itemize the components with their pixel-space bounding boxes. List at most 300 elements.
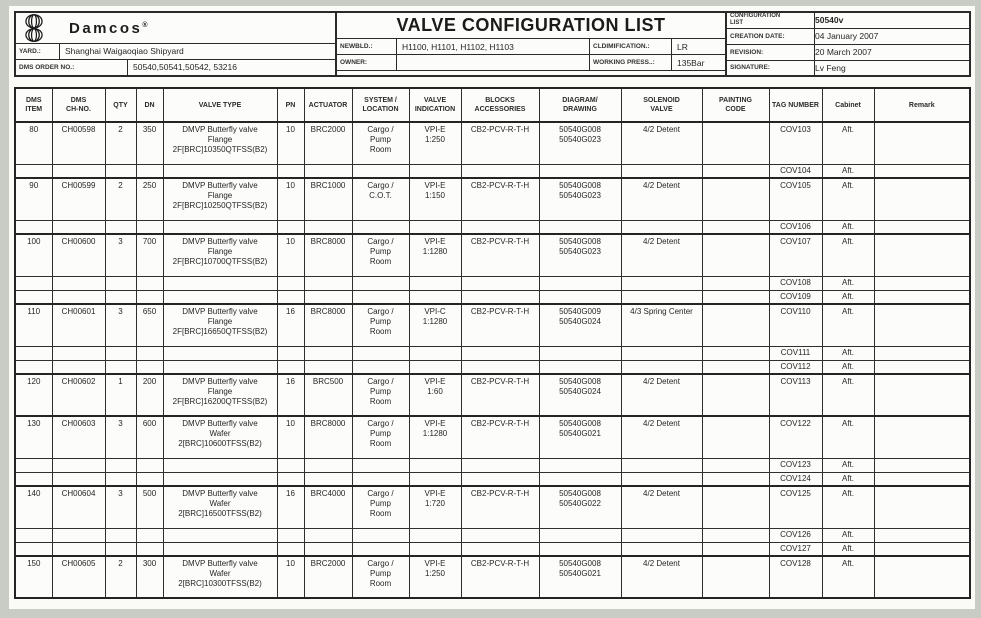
cell-remark	[874, 290, 970, 304]
cell-tag-number: COV112	[769, 360, 822, 374]
cell-dms-ch-no: CH00600	[52, 234, 105, 276]
cell-dms-item: 100	[15, 234, 52, 276]
cell-tag-number: COV128	[769, 556, 822, 598]
cell-dms-item: 120	[15, 374, 52, 416]
valve-row	[15, 122, 970, 164]
cell-solenoid-valve: 4/2 Detent	[621, 556, 702, 598]
cell-painting-code	[702, 178, 769, 220]
cell-cabinet: Aft.	[822, 374, 874, 416]
cell-qty: 3	[105, 234, 136, 276]
yard-value: Shanghai Waigaoqiao Shipyard	[65, 46, 184, 57]
column-header-actuator: ACTUATOR	[304, 88, 352, 122]
column-header-remark: Remark	[874, 88, 970, 122]
cell-remark	[874, 346, 970, 360]
cell-valve-indication	[409, 360, 461, 374]
mid-empty-strip	[337, 71, 725, 75]
cell-painting-code	[702, 528, 769, 542]
cell-dms-ch-no: CH00601	[52, 304, 105, 346]
brand-wordmark: Damcos®	[69, 19, 151, 37]
valve-row	[15, 416, 970, 458]
cell-dms-item: 110	[15, 304, 52, 346]
cell-blocks-accessories	[461, 472, 539, 486]
cell-solenoid-valve: 4/3 Spring Center	[621, 304, 702, 346]
cell-cabinet: Aft.	[822, 234, 874, 276]
cell-valve-type	[163, 542, 277, 556]
valve-row	[15, 304, 970, 346]
cell-painting-code	[702, 164, 769, 178]
valve-configuration-table	[14, 87, 971, 599]
valve-row	[15, 234, 970, 276]
cell-valve-indication	[409, 276, 461, 290]
cell-pn: 10	[277, 416, 304, 458]
cell-qty	[105, 458, 136, 472]
cell-tag-number: COV108	[769, 276, 822, 290]
yard-row	[16, 44, 335, 60]
cell-dn	[136, 346, 163, 360]
cell-qty: 2	[105, 556, 136, 598]
cell-dms-ch-no	[52, 528, 105, 542]
column-header-system-location: SYSTEM / LOCATION	[352, 88, 409, 122]
valve-row	[15, 556, 970, 598]
cell-painting-code	[702, 234, 769, 276]
column-header-cabinet: Cabinet	[822, 88, 874, 122]
cell-dms-item: 150	[15, 556, 52, 598]
cell-system-location	[352, 528, 409, 542]
cell-diagram-drawing: 50540G008 50540G023	[539, 122, 621, 164]
cell-diagram-drawing: 50540G008 50540G024	[539, 374, 621, 416]
cell-dms-item	[15, 458, 52, 472]
table-header-row	[15, 88, 970, 122]
cell-pn	[277, 220, 304, 234]
cell-diagram-drawing: 50540G008 50540G022	[539, 486, 621, 528]
cell-blocks-accessories	[461, 276, 539, 290]
cell-cabinet: Aft.	[822, 472, 874, 486]
tag-sub-row	[15, 542, 970, 556]
cell-actuator	[304, 542, 352, 556]
cell-actuator: BRC2000	[304, 556, 352, 598]
cell-pn	[277, 276, 304, 290]
cell-remark	[874, 122, 970, 164]
cell-actuator	[304, 290, 352, 304]
cell-valve-type: DMVP Butterfly valve Wafer 2[BRC]10300TFSS(B2)	[163, 556, 277, 598]
cell-qty: 1	[105, 374, 136, 416]
cell-actuator	[304, 528, 352, 542]
tag-sub-row	[15, 346, 970, 360]
cell-remark	[874, 542, 970, 556]
cell-solenoid-valve	[621, 542, 702, 556]
column-header-painting-code: PAINTING CODE	[702, 88, 769, 122]
cell-pn: 10	[277, 556, 304, 598]
yard-label: YARD.:	[16, 44, 60, 59]
dms-order-value: 50540,50541,50542, 53216	[133, 62, 237, 73]
cell-valve-type	[163, 276, 277, 290]
cell-solenoid-valve: 4/2 Detent	[621, 178, 702, 220]
cell-valve-indication: VPI-E 1:720	[409, 486, 461, 528]
cell-diagram-drawing: 50540G008 50540G023	[539, 234, 621, 276]
cell-dms-ch-no	[52, 542, 105, 556]
owner-value	[397, 55, 590, 70]
cell-remark	[874, 528, 970, 542]
cell-remark	[874, 164, 970, 178]
cell-valve-indication	[409, 164, 461, 178]
column-header-dms-ch-no: DMS CH-NO.	[52, 88, 105, 122]
cell-tag-number: COV125	[769, 486, 822, 528]
cell-remark	[874, 178, 970, 220]
cell-remark	[874, 220, 970, 234]
tag-sub-row	[15, 472, 970, 486]
cell-actuator	[304, 164, 352, 178]
cell-valve-indication	[409, 458, 461, 472]
cell-system-location	[352, 472, 409, 486]
cell-qty	[105, 528, 136, 542]
revision-label: REVISION:	[727, 45, 815, 60]
configuration-list-label: CONFIGURATION LIST	[727, 13, 815, 28]
column-header-dms-item: DMS ITEM	[15, 88, 52, 122]
cell-solenoid-valve	[621, 290, 702, 304]
cell-dms-ch-no: CH00598	[52, 122, 105, 164]
cell-painting-code	[702, 472, 769, 486]
cell-blocks-accessories: CB2-PCV-R-T-H	[461, 178, 539, 220]
cell-remark	[874, 360, 970, 374]
cell-cabinet: Aft.	[822, 164, 874, 178]
cell-cabinet: Aft.	[822, 542, 874, 556]
cell-dn: 350	[136, 122, 163, 164]
cell-tag-number: COV124	[769, 472, 822, 486]
cell-actuator	[304, 276, 352, 290]
cell-valve-type: DMVP Butterfly valve Flange 2F[BRC]10350QTFSS(B2)	[163, 122, 277, 164]
cell-tag-number: COV111	[769, 346, 822, 360]
tag-sub-row	[15, 458, 970, 472]
document-page	[9, 6, 975, 609]
cell-painting-code	[702, 458, 769, 472]
title-row	[337, 13, 725, 39]
tag-sub-row	[15, 220, 970, 234]
creation-date-label: CREATION DATE:	[727, 29, 815, 44]
cell-qty: 2	[105, 122, 136, 164]
cell-system-location	[352, 458, 409, 472]
signature-value: Lv Feng	[815, 62, 846, 73]
cell-tag-number: COV126	[769, 528, 822, 542]
cell-blocks-accessories: CB2-PCV-R-T-H	[461, 304, 539, 346]
cell-system-location: Cargo / Pump Room	[352, 374, 409, 416]
cell-dms-ch-no	[52, 290, 105, 304]
cell-qty: 3	[105, 416, 136, 458]
cell-pn	[277, 528, 304, 542]
cell-diagram-drawing	[539, 220, 621, 234]
cell-dms-item	[15, 164, 52, 178]
column-header-valve-type: VALVE TYPE	[163, 88, 277, 122]
cell-pn	[277, 472, 304, 486]
cell-solenoid-valve	[621, 164, 702, 178]
cell-system-location: Cargo / Pump Room	[352, 556, 409, 598]
title-block-right	[727, 13, 969, 75]
cell-diagram-drawing: 50540G009 50540G024	[539, 304, 621, 346]
cell-pn	[277, 290, 304, 304]
cell-dms-ch-no: CH00599	[52, 178, 105, 220]
cell-tag-number: COV103	[769, 122, 822, 164]
cell-valve-type: DMVP Butterfly valve Flange 2F[BRC]16200QTFSS(B2)	[163, 374, 277, 416]
cell-valve-indication: VPI-E 1:250	[409, 122, 461, 164]
cell-valve-indication	[409, 290, 461, 304]
cell-dms-item	[15, 346, 52, 360]
cell-dms-item	[15, 290, 52, 304]
cell-dn	[136, 276, 163, 290]
cell-actuator: BRC4000	[304, 486, 352, 528]
cell-valve-type	[163, 528, 277, 542]
cell-dms-item	[15, 542, 52, 556]
cell-valve-indication	[409, 346, 461, 360]
column-header-blocks-accessories: BLOCKS ACCESSORIES	[461, 88, 539, 122]
cell-diagram-drawing	[539, 360, 621, 374]
column-header-solenoid-valve: SOLENOID VALVE	[621, 88, 702, 122]
cell-dms-item	[15, 220, 52, 234]
cell-cabinet: Aft.	[822, 458, 874, 472]
cell-qty	[105, 164, 136, 178]
cell-pn: 10	[277, 122, 304, 164]
cell-tag-number: COV107	[769, 234, 822, 276]
creation-date-row	[727, 29, 969, 45]
cell-blocks-accessories	[461, 164, 539, 178]
cell-dn	[136, 164, 163, 178]
cell-dms-item: 140	[15, 486, 52, 528]
cell-qty	[105, 346, 136, 360]
cell-pn: 10	[277, 234, 304, 276]
cell-qty: 2	[105, 178, 136, 220]
cell-actuator	[304, 346, 352, 360]
cell-system-location	[352, 290, 409, 304]
cell-cabinet: Aft.	[822, 276, 874, 290]
cell-pn: 10	[277, 178, 304, 220]
cell-system-location	[352, 164, 409, 178]
cell-cabinet: Aft.	[822, 178, 874, 220]
cell-valve-type: DMVP Butterfly valve Flange 2F[BRC]10700QTFSS(B2)	[163, 234, 277, 276]
signature-label: SIGNATURE:	[727, 61, 815, 75]
cell-valve-type: DMVP Butterfly valve Flange 2F[BRC]16650QTFSS(B2)	[163, 304, 277, 346]
cell-dn	[136, 542, 163, 556]
cell-solenoid-valve: 4/2 Detent	[621, 234, 702, 276]
cell-solenoid-valve	[621, 346, 702, 360]
cell-pn	[277, 346, 304, 360]
cell-system-location: Cargo / Pump Room	[352, 234, 409, 276]
cell-solenoid-valve: 4/2 Detent	[621, 374, 702, 416]
cell-dms-ch-no	[52, 472, 105, 486]
cell-dms-item: 130	[15, 416, 52, 458]
tag-sub-row	[15, 164, 970, 178]
cell-dn	[136, 220, 163, 234]
cell-blocks-accessories: CB2-PCV-R-T-H	[461, 486, 539, 528]
cell-solenoid-valve: 4/2 Detent	[621, 486, 702, 528]
cell-blocks-accessories: CB2-PCV-R-T-H	[461, 556, 539, 598]
configuration-list-value: 50540v	[815, 15, 844, 26]
cell-system-location	[352, 220, 409, 234]
cell-painting-code	[702, 542, 769, 556]
cell-remark	[874, 374, 970, 416]
cell-dn: 250	[136, 178, 163, 220]
cell-tag-number: COV105	[769, 178, 822, 220]
cell-pn	[277, 164, 304, 178]
cell-remark	[874, 304, 970, 346]
cell-solenoid-valve	[621, 528, 702, 542]
title-block-left	[16, 13, 337, 75]
cell-blocks-accessories: CB2-PCV-R-T-H	[461, 122, 539, 164]
cell-remark	[874, 458, 970, 472]
cell-cabinet: Aft.	[822, 304, 874, 346]
cell-valve-indication: VPI-E 1:1280	[409, 416, 461, 458]
cell-solenoid-valve	[621, 360, 702, 374]
cell-actuator	[304, 360, 352, 374]
tag-sub-row	[15, 528, 970, 542]
cell-valve-type	[163, 290, 277, 304]
cell-painting-code	[702, 374, 769, 416]
cell-cabinet: Aft.	[822, 290, 874, 304]
cell-dn: 300	[136, 556, 163, 598]
classification-value: LR	[677, 41, 688, 52]
cell-valve-indication: VPI-E 1:150	[409, 178, 461, 220]
cell-qty	[105, 542, 136, 556]
page-title: VALVE CONFIGURATION LIST	[396, 15, 666, 35]
order-row	[16, 60, 335, 75]
newbld-value: H1100, H1101, H1102, H1103	[397, 39, 590, 54]
cell-pn	[277, 542, 304, 556]
cell-cabinet: Aft.	[822, 416, 874, 458]
config-list-row	[727, 13, 969, 29]
cell-diagram-drawing: 50540G008 50540G023	[539, 178, 621, 220]
cell-dn: 500	[136, 486, 163, 528]
cell-diagram-drawing	[539, 276, 621, 290]
cell-painting-code	[702, 486, 769, 528]
cell-dms-ch-no	[52, 360, 105, 374]
cell-dms-ch-no	[52, 346, 105, 360]
cell-solenoid-valve	[621, 276, 702, 290]
cell-tag-number: COV127	[769, 542, 822, 556]
column-header-valve-indication: VALVE INDICATION	[409, 88, 461, 122]
cell-system-location: Cargo / Pump Room	[352, 122, 409, 164]
cell-dms-ch-no: CH00604	[52, 486, 105, 528]
cell-solenoid-valve	[621, 472, 702, 486]
cell-dms-item	[15, 276, 52, 290]
cell-system-location	[352, 276, 409, 290]
cell-cabinet: Aft.	[822, 346, 874, 360]
cell-dn: 200	[136, 374, 163, 416]
cell-blocks-accessories	[461, 360, 539, 374]
column-header-diagram-drawing: DIAGRAM/ DRAWING	[539, 88, 621, 122]
cell-blocks-accessories	[461, 220, 539, 234]
cell-diagram-drawing	[539, 290, 621, 304]
cell-valve-type	[163, 164, 277, 178]
cell-qty	[105, 220, 136, 234]
cell-actuator: BRC1000	[304, 178, 352, 220]
cell-remark	[874, 556, 970, 598]
signature-row	[727, 61, 969, 75]
cell-blocks-accessories: CB2-PCV-R-T-H	[461, 234, 539, 276]
cell-cabinet: Aft.	[822, 486, 874, 528]
cell-solenoid-valve: 4/2 Detent	[621, 416, 702, 458]
cell-blocks-accessories	[461, 458, 539, 472]
cell-actuator: BRC8000	[304, 304, 352, 346]
cell-valve-indication: VPI-E 1:250	[409, 556, 461, 598]
cell-valve-indication: VPI-E 1:60	[409, 374, 461, 416]
newbld-row	[337, 39, 725, 55]
cell-qty	[105, 472, 136, 486]
cell-tag-number: COV122	[769, 416, 822, 458]
cell-blocks-accessories: CB2-PCV-R-T-H	[461, 416, 539, 458]
cell-dms-item	[15, 528, 52, 542]
classification-label: CLDIMIFICATION.:	[590, 39, 672, 54]
cell-dms-item: 80	[15, 122, 52, 164]
cell-valve-type	[163, 472, 277, 486]
cell-valve-indication	[409, 542, 461, 556]
tag-sub-row	[15, 290, 970, 304]
cell-diagram-drawing: 50540G008 50540G021	[539, 416, 621, 458]
cell-dn	[136, 360, 163, 374]
cell-dn	[136, 290, 163, 304]
revision-row	[727, 45, 969, 61]
cell-tag-number: COV109	[769, 290, 822, 304]
cell-cabinet: Aft.	[822, 360, 874, 374]
cell-painting-code	[702, 290, 769, 304]
cell-painting-code	[702, 276, 769, 290]
cell-cabinet: Aft.	[822, 220, 874, 234]
cell-valve-type: DMVP Butterfly valve Wafer 2[BRC]10600TFSS(B2)	[163, 416, 277, 458]
column-header-pn: PN	[277, 88, 304, 122]
cell-pn: 16	[277, 304, 304, 346]
newbld-label: NEWBLD.:	[337, 39, 397, 54]
cell-diagram-drawing	[539, 164, 621, 178]
working-press-value: 135Bar	[677, 57, 705, 68]
cell-dn	[136, 458, 163, 472]
cell-tag-number: COV113	[769, 374, 822, 416]
cell-dn	[136, 528, 163, 542]
cell-valve-type: DMVP Butterfly valve Wafer 2[BRC]16500TFSS(B2)	[163, 486, 277, 528]
cell-valve-type	[163, 458, 277, 472]
tag-sub-row	[15, 360, 970, 374]
damcos-coil-logo-icon	[21, 14, 47, 42]
owner-label: OWNER:	[337, 55, 397, 70]
table-body	[15, 122, 970, 598]
cell-cabinet: Aft.	[822, 122, 874, 164]
cell-valve-indication	[409, 472, 461, 486]
cell-qty: 3	[105, 304, 136, 346]
cell-actuator	[304, 220, 352, 234]
title-block	[14, 11, 971, 77]
cell-valve-indication	[409, 528, 461, 542]
cell-diagram-drawing	[539, 528, 621, 542]
cell-dn: 650	[136, 304, 163, 346]
cell-blocks-accessories: CB2-PCV-R-T-H	[461, 374, 539, 416]
cell-pn: 16	[277, 486, 304, 528]
cell-dms-ch-no: CH00602	[52, 374, 105, 416]
cell-tag-number: COV106	[769, 220, 822, 234]
cell-blocks-accessories	[461, 346, 539, 360]
cell-system-location: Cargo / Pump Room	[352, 304, 409, 346]
cell-qty	[105, 276, 136, 290]
cell-qty	[105, 360, 136, 374]
cell-cabinet: Aft.	[822, 528, 874, 542]
cell-tag-number: COV104	[769, 164, 822, 178]
cell-dms-ch-no	[52, 164, 105, 178]
cell-remark	[874, 416, 970, 458]
cell-diagram-drawing	[539, 472, 621, 486]
cell-valve-indication: VPI-E 1:1280	[409, 234, 461, 276]
cell-system-location	[352, 360, 409, 374]
cell-pn	[277, 360, 304, 374]
cell-dms-item	[15, 360, 52, 374]
cell-painting-code	[702, 346, 769, 360]
cell-actuator: BRC8000	[304, 416, 352, 458]
column-header-qty: QTY	[105, 88, 136, 122]
cell-system-location	[352, 346, 409, 360]
cell-actuator: BRC500	[304, 374, 352, 416]
